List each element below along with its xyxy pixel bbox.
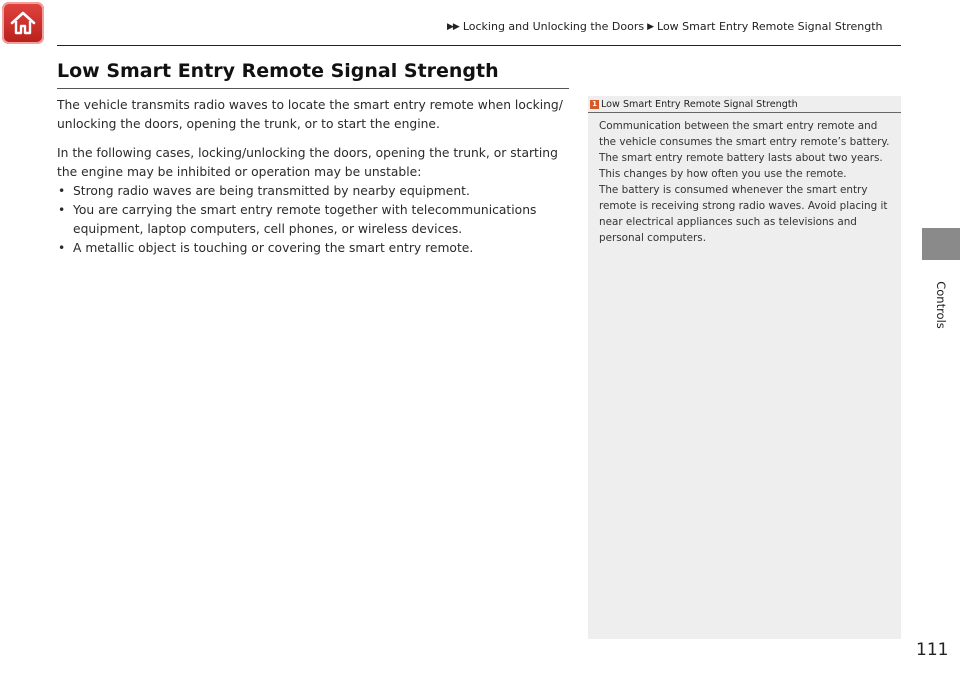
cases-paragraph: In the following cases, locking/unlocking the doors, opening the trunk, or starting the engine may be inhibited or operation may be unstable: xyxy=(57,146,558,179)
note-title: Low Smart Entry Remote Signal Strength xyxy=(601,99,798,110)
list-item: • A metallic object is touching or covering the smart entry remote. xyxy=(57,239,577,258)
note-paragraph: The smart entry remote battery lasts about two years. This changes by how often you use the remote. xyxy=(599,152,883,180)
breadcrumb-arrows-icon: ▶▶ xyxy=(447,21,459,32)
breadcrumb xyxy=(447,20,883,33)
section-tab-marker[interactable] xyxy=(922,228,960,260)
home-button[interactable] xyxy=(2,2,44,44)
section-tab-text: Controls xyxy=(934,281,948,329)
intro-paragraph: The vehicle transmits radio waves to locate the smart entry remote when locking/ unlocking the doors, opening the trunk, or to start the engine. xyxy=(57,98,563,131)
page-title: Low Smart Entry Remote Signal Strength xyxy=(57,60,499,82)
section-tab-label xyxy=(926,281,956,329)
note-body xyxy=(588,113,901,246)
cases-list xyxy=(57,182,577,258)
list-item: • You are carrying the smart entry remote together with telecommunications equipment, laptop computers, cell phones, or wireless devices. xyxy=(57,201,577,239)
list-item: • Strong radio waves are being transmitted by nearby equipment. xyxy=(57,182,577,201)
note-paragraph: Communication between the smart entry remote and the vehicle consumes the smart entry remote’s battery. xyxy=(599,120,890,148)
main-content xyxy=(57,96,577,258)
header-divider xyxy=(57,45,901,46)
breadcrumb-arrow-icon: ▶ xyxy=(647,21,655,32)
title-divider xyxy=(57,88,569,89)
breadcrumb-item-locking[interactable]: Locking and Unlocking the Doors xyxy=(462,20,645,33)
note-header xyxy=(588,96,901,113)
page-number: 111 xyxy=(916,640,949,660)
breadcrumb-item-current: Low Smart Entry Remote Signal Strength xyxy=(657,20,883,33)
note-marker-icon: 1 xyxy=(590,100,599,109)
note-sidebar xyxy=(588,96,901,639)
house-icon xyxy=(8,8,38,38)
note-paragraph: The battery is consumed whenever the smart entry remote is receiving strong radio waves. Avoid placing it near electrical appliances such as televisions and personal computers. xyxy=(599,184,888,244)
